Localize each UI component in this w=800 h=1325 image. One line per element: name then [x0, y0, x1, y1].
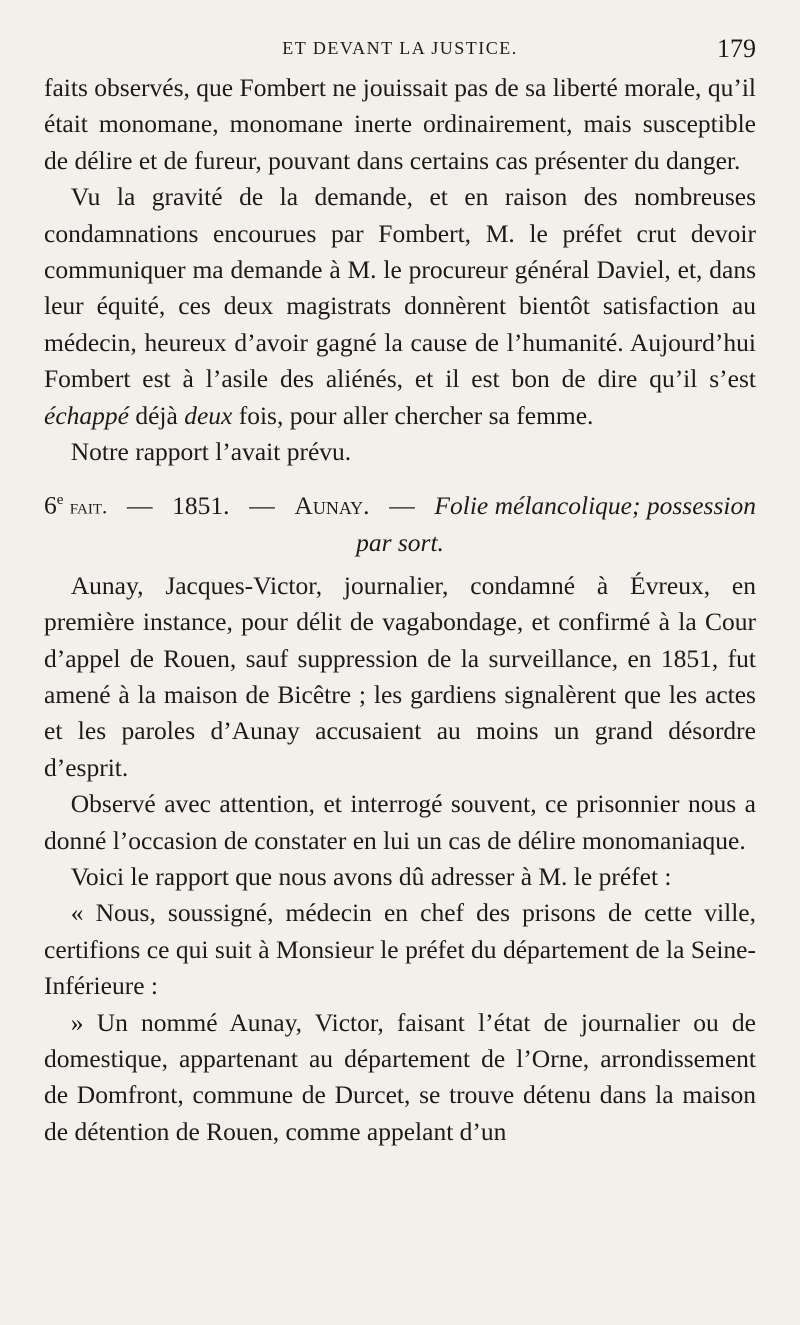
italic-word-deux: deux [184, 400, 233, 430]
case-year: 1851. [172, 490, 230, 520]
paragraph-certificate-body: » Un nommé Aunay, Victor, faisant l’état de journalier ou de domestique, appartenant au département de l’Orne, arrondissement de Domfront, commune de Durcet, se trouve détenu dans la maison de détention de Rouen, comme appelant d’un [44, 1007, 756, 1146]
case-title: Folie mélancolique; possession [434, 490, 756, 520]
paragraph-gravity [44, 179, 756, 434]
paragraph-voici: Voici le rapport que nous avons dû adresser à M. le préfet : [70, 862, 672, 892]
case-heading-line [44, 482, 756, 525]
running-title: ET DEVANT LA JUSTICE. [282, 38, 518, 58]
page-body [44, 70, 756, 1150]
case-name: Aunay. [294, 490, 370, 520]
italic-word-echappe: échappé [44, 400, 129, 430]
paragraph-aunay: Aunay, Jacques-Victor, journalier, condamné à Évreux, en première instance, pour délit de vagabondage, et confirmé à la Cour d’appel de Rouen, sauf suppression de la surveillance, en 1851, fut amené à la maison de Bicêtre ; les gardiens signalèrent que les actes et les paroles d’Aunay accusaient au moins un grand désordre d’esprit. [44, 570, 756, 782]
paragraph-text: Vu la gravité de la demande, et en raison des nombreuses condamnations encourues par Fombert, M. le préfet crut devoir communiquer ma demande à M. le procureur général Daviel, et, dans leur équité, ces deux magistrats donnèrent bientôt satisfaction au médecin, heureux d’avoir gagné la cause de l’humanité. Aujourd’hui Fombert est à l’asile des aliénés, et il est bon de dire qu’il s’est [44, 182, 756, 394]
paragraph-rapport-prevu: Notre rapport l’avait prévu. [70, 437, 352, 467]
running-header [44, 30, 756, 70]
paragraph-observe: Observé avec attention, et interrogé souvent, ce prisonnier nous a donné l’occasion de constater en lui un cas de délire monomaniaque. [44, 789, 756, 855]
case-dash: — [126, 490, 153, 520]
case-subtitle: par sort. [356, 528, 444, 558]
paragraph-certificate-open: « Nous, soussigné, médecin en chef des prisons de cette ville, certifions ce qui suit à Monsieur le préfet du département de la Seine-Inférieure : [44, 898, 756, 1001]
case-number-group [44, 482, 107, 525]
paragraph-text: fois, pour aller chercher sa femme. [232, 400, 594, 430]
paragraph-continuation: faits observés, que Fombert ne jouissait pas de sa liberté morale, qu’il était monomane, monomane inerte ordinairement, mais susceptible de délire et de fureur, pouvant dans certains cas présenter du danger. [44, 73, 756, 175]
case-number: 6 [44, 490, 57, 520]
case-dash: — [249, 490, 275, 520]
case-heading [44, 482, 756, 561]
case-label: fait. [69, 494, 108, 519]
paragraph-text: déjà [128, 400, 185, 430]
case-number-sup: e [56, 492, 64, 509]
case-dash: — [389, 490, 415, 520]
page-number: 179 [717, 34, 756, 63]
